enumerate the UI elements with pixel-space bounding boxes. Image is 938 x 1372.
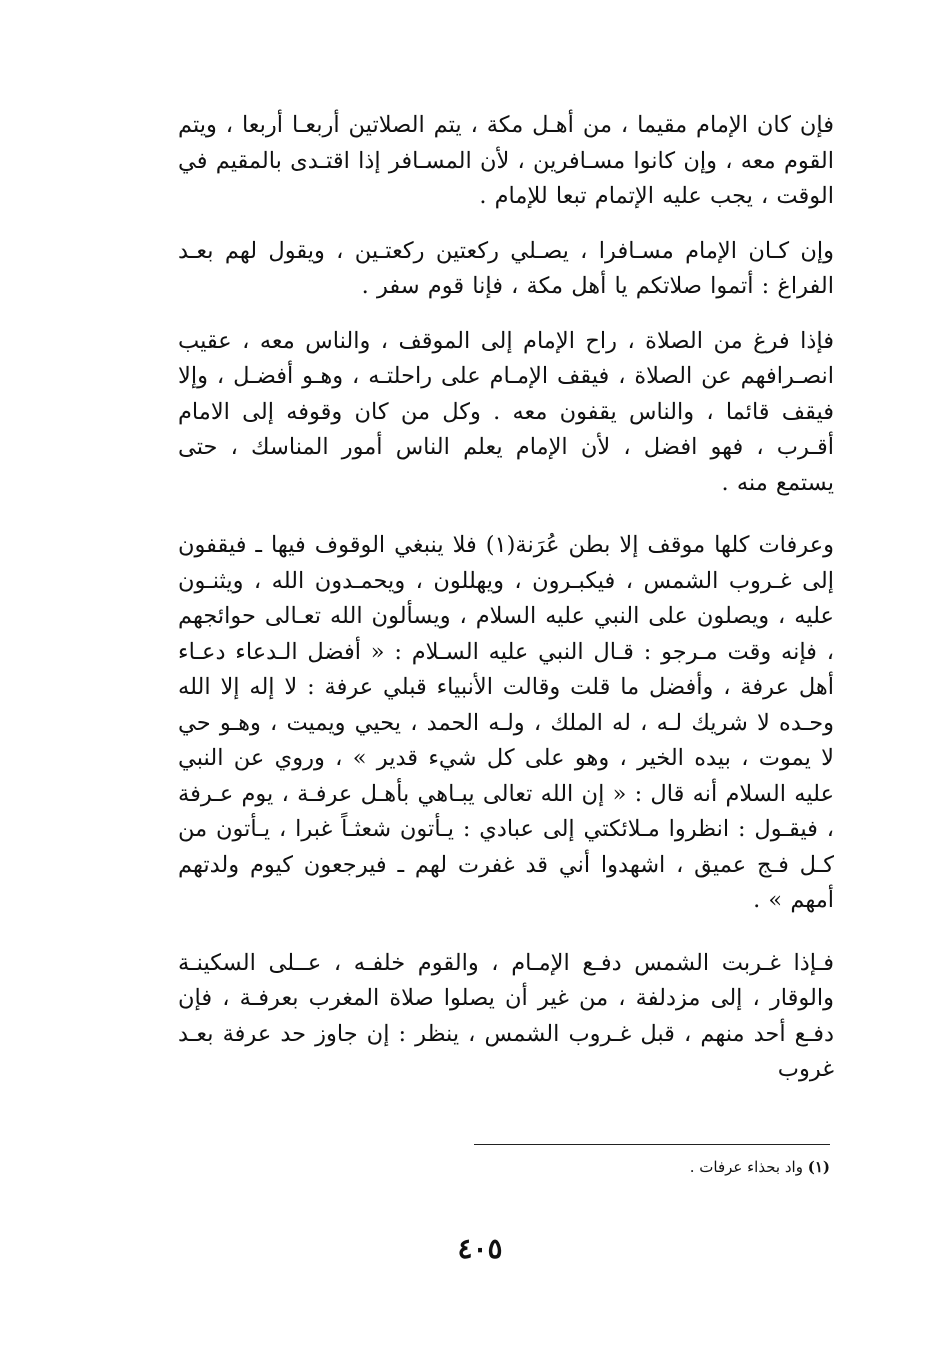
footnote-marker: (١): [807, 1158, 830, 1176]
paragraph-5: فـإذا غـربت الشمس دفـع الإمـام ، والقوم خلفـه ، عــلى السكينـة والوقار ، إلى مزدلفة ، من غير أن يصلوا صلاة المغرب بعرفـة ، فإن دفـع أحد منهم ، قبل غـروب الشمس ، ينظر : إن جاوز حد عرفة بعـد غروب: [178, 949, 834, 1082]
page-number: ٤٠٥: [457, 1232, 503, 1265]
footnote-text: واد بحذاء عرفات .: [689, 1158, 803, 1176]
main-text: [178, 108, 834, 1088]
paragraph-4: وعرفات كلها موقف إلا بطن عُرَنة(١) فلا ينبغي الوقوف فيها ـ فيقفون إلى غـروب الشمس ، فيكبـرون ، ويهللون ، ويحمـدون الله ، ويثنـون عليه ، ويصلون على النبي عليه السلام ، ويسألون الله تعـالى حوائجهم ، فإنه وقت مـرجو : قـال النبي عليه السـلام : « أفضل الـدعاء دعـاء أهل عرفة ، وأفضل ما قلت وقالت الأنبياء قبلي عرفة : لا إله إلا الله وحـده لا شريك لـه ، له الملك ، ولـه الحمد ، يحيي ويميت ، وهـو حي لا يموت ، بيده الخير ، وهو على كل شيء قدير » ، وروي عن النبي عليه السلام أنه قال : « إن الله تعالى يبـاهي بأهـل عرفـة ، يوم عـرفة ، فيقـول : انظروا مـلائكتي إلى عبادي : يـأتون شعثـاً غبرا ، يـأتون من كـل فـج عميق ، اشهدوا أني قد غفرت لهم ـ فيرجعون كيوم ولدتهم أمهم » .: [178, 532, 834, 913]
paragraph-3: فإذا فرغ من الصلاة ، راح الإمام إلى الموقف ، والناس معه ، عقيب انصـرافهم عن الصلاة ، فيقف الإمـام على راحلتـه ، وهـو أفضـل ، وإلا فيقف قائما ، والناس يقفون معه . وكل من كان وقوفه إلى الامام أقـرب ، فهو افضل ، لأن الإمام يعلم الناس أمور المناسك ، حتى يستمع منه .: [178, 327, 834, 496]
footnote: [474, 1156, 830, 1178]
paragraph-1: فإن كان الإمام مقيما ، من أهـل مكة ، يتم الصلاتين أربعـا أربعا ، ويتم القوم معه ، وإن كانوا مسـافرين ، لأن المسـافر إذا اقتـدى بالمقيم في الوقت ، يجب عليه الإتمام تبعا للإمام .: [178, 112, 834, 209]
footnote-divider: [474, 1144, 830, 1145]
paragraph-2: وإن كـان الإمام مسـافرا ، يصـلي ركعتين ركعتـين ، ويقول لهم بعـد الفراغ : أتموا صلاتكم يا أهل مكة ، فإنا قوم سفر .: [178, 237, 834, 299]
